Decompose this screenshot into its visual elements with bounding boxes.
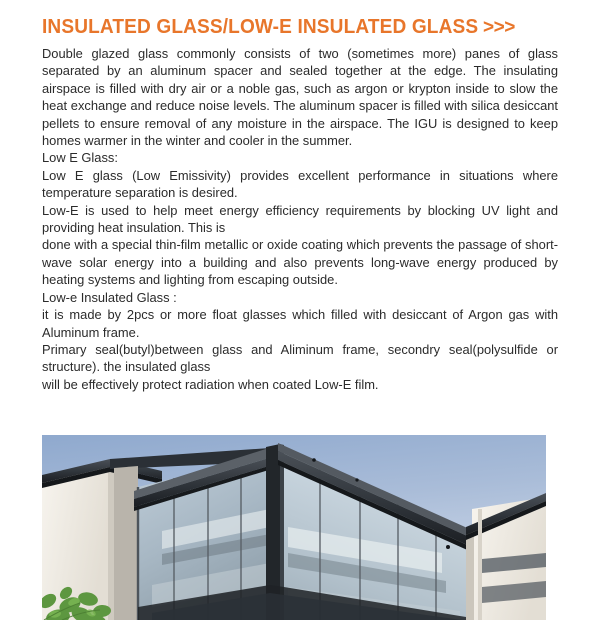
page-title (42, 16, 562, 39)
paragraph-low-e-heading: Low E Glass: (42, 150, 118, 166)
page-title-text: INSULATED GLASS/LOW-E INSULATED GLASS (42, 15, 479, 38)
paragraph-radiation: will be effectively protect radiation when coated Low-E film. (42, 376, 379, 392)
paragraph-low-e-ig-construction: it is made by 2pcs or more float glasses which filled with desiccant of Argon gas with Aluminum frame. (42, 307, 558, 340)
paragraph-sealing: Primary seal(butyl)between glass and Aliminum frame, secondry seal(polysulfide or structure). the insulated glass (42, 341, 558, 375)
paragraph-low-e-ig-heading: Low-e Insulated Glass : (42, 289, 177, 305)
paragraph-low-e-definition: Low E glass (Low Emissivity) provides excellent performance in situations where temperature separation is desired. (42, 167, 558, 201)
paragraph-intro: Double glazed glass commonly consists of two (sometimes more) panes of glass separated by an aluminum spacer and sealed together at the edge. The insulating airspace is filled with dry air or a noble gas, such as argon or krypton inside to slow the heat exchange and reduce noise levels. The aluminum spacer is filled with silica desiccant pellets to ensure removal of any moisture in the airspace. The IGU is designed to keep homes warmer in the winter and cooler in the summer. (42, 46, 558, 149)
chevron-right-triple-icon: >>> (483, 17, 515, 38)
paragraph-low-e-coating: done with a special thin-film metallic or oxide coating which prevents the passage of short-wave solar energy into a building and also prevents long-wave energy produced by heating systems and lighting from escaping outside. (42, 237, 558, 288)
building-photo-illustration (42, 435, 546, 620)
description-body (42, 45, 558, 393)
building-photo (42, 435, 546, 620)
paragraph-low-e-usage: Low-E is used to help meet energy efficiency requirements by blocking UV light and providing heat insulation. This is (42, 202, 558, 236)
